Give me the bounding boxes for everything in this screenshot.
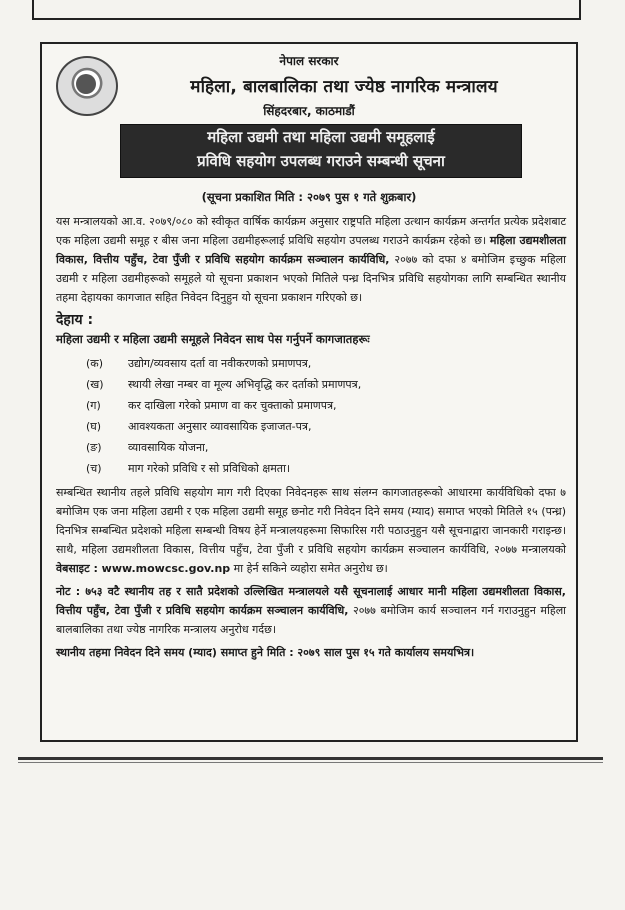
deadline-text: स्थानीय तहमा निवेदन दिने समय (म्याद) समाप्त हुने मिति : २०७९ साल पुस १५ गते कार्यालय समयभित्र। xyxy=(56,646,475,659)
banner-line-1: महिला उद्यमी तथा महिला उद्यमी समूहलाई xyxy=(207,128,435,146)
list-item xyxy=(86,374,566,395)
list-marker: (क) xyxy=(86,357,104,370)
procedure-text: सम्बन्धित स्थानीय तहले प्रविधि सहयोग माग गरी दिएका निवेदनहरू साथ संलग्न कागजातहरूको आधारमा कार्यविधिको दफा ७ बमोजिम एक जना महिला उद्यमी र एक महिला उद्यमी समूह छनोट गरी निवेदन दिने समय (म्याद) समाप्त भएको मितिले १५ (पन्ध्र) दिनभित्र सम्बन्धित प्रदेशको महिला सम्बन्धी विषय हेर्ने मन्त्रालयहरूमा सिफारिस गरी पठाउनुहुन यसै सूचनाद्वारा जानकारी गराइन्छ। साथै, महिला उद्यमशीलता विकास, वित्तीय पहुँच, टेवा पुँजी र प्रविधि सहयोग कार्यक्रम सञ्चालन कार्यविधि, २०७७ मन्त्रालयको xyxy=(56,486,566,556)
ministry-title: महिला, बालबालिका तथा ज्येष्ठ नागरिक मन्त्रालय xyxy=(190,77,498,97)
website-link[interactable]: वेबसाइट : www.mowcsc.gov.np xyxy=(56,562,231,575)
list-marker: (ङ) xyxy=(86,441,102,454)
list-item xyxy=(86,416,566,437)
intro-paragraph xyxy=(56,212,566,307)
notice-box xyxy=(40,42,578,742)
note-paragraph xyxy=(56,582,566,639)
list-item xyxy=(86,353,566,374)
list-marker: (ग) xyxy=(86,399,101,412)
list-item xyxy=(86,395,566,416)
list-marker: (घ) xyxy=(86,420,102,433)
dehay-heading: देहाय : xyxy=(56,312,94,328)
notice-body xyxy=(56,212,566,662)
list-text: स्थायी लेखा नम्बर वा मूल्य अभिवृद्धि कर दर्ताको प्रमाणपत्र, xyxy=(128,378,362,391)
bottom-divider xyxy=(18,757,603,760)
procedure-tail: मा हेर्न सकिने व्यहोरा समेत अनुरोध छ। xyxy=(230,562,388,575)
ministry-address: सिंहदरबार, काठमाडौं xyxy=(263,104,355,118)
banner-line-2: प्रविधि सहयोग उपलब्ध गराउने सम्बन्धी सूचना xyxy=(197,152,445,170)
list-marker: (च) xyxy=(86,462,102,475)
note-text: २०७७ बमोजिम कार्य सञ्चालन गर्न गराउनुहुन महिला बालबालिका तथा ज्येष्ठ नागरिक मन्त्रालय अनुरोध गर्दछ। xyxy=(56,604,566,636)
list-marker: (ख) xyxy=(86,378,104,391)
list-item xyxy=(86,437,566,458)
intro-text-tail: २०७७ को दफा ४ बमोजिम इच्छुक महिला उद्यमी र महिला उद्यमीहरूको समूहले यो सूचना प्रकाशन भएको मितिले पन्ध्र दिनभित्र प्रविधि सहयोगका लागि सम्बन्धित स्थानीय तहमा देहायका कागजात सहित निवेदन दिनुहुन यो सूचना प्रकाशन गरिएको छ। xyxy=(56,253,566,304)
documents-list xyxy=(86,353,566,479)
notice-banner xyxy=(120,124,522,178)
previous-notice-frame xyxy=(32,0,581,20)
list-text: कर दाखिला गरेको प्रमाण वा कर चुक्ताको प्रमाणपत्र, xyxy=(128,399,337,412)
published-date: (सूचना प्रकाशित मिति : २०७९ पुस १ गते शुक्रबार) xyxy=(201,190,417,204)
intro-text: यस मन्त्रालयको आ.व. २०७९/०८० को स्वीकृत वार्षिक कार्यक्रम अनुसार राष्ट्रपति महिला उत्थान कार्यक्रम अन्तर्गत प्रत्येक प्रदेशबाट एक महिला उद्यमी समूह र बीस जना महिला उद्यमीहरूलाई प्रविधि सहयोग उपलब्ध गराउने कार्यक्रम रहेको छ। xyxy=(56,215,566,247)
note-bold-text: नोट : ७५३ वटै स्थानीय तह र सातै प्रदेशको उल्लिखित मन्त्रालयले यसै सूचनालाई आधार मानी महिला उद्यमशीलता विकास, वित्तीय पहुँच, टेवा पुँजी र प्रविधि सहयोग कार्यक्रम सञ्चालन कार्यविधि, xyxy=(56,585,566,617)
procedure-paragraph xyxy=(56,483,566,578)
government-title: नेपाल सरकार xyxy=(279,54,339,68)
list-text: उद्योग/व्यवसाय दर्ता वा नवीकरणको प्रमाणपत्र, xyxy=(128,357,312,370)
list-item xyxy=(86,458,566,479)
documents-heading: महिला उद्यमी र महिला उद्यमी समूहले निवेदन साथ पेस गर्नुपर्ने कागजातहरूः xyxy=(56,332,370,346)
intro-procedure-title: महिला उद्यमशीलता विकास, वित्तीय पहुँच, टेवा पुँजी र प्रविधि सहयोग कार्यक्रम सञ्चालन कार्यविधि, xyxy=(56,234,566,266)
bottom-divider-thin xyxy=(18,762,603,763)
list-text: आवश्यकता अनुसार व्यावसायिक इजाजत-पत्र, xyxy=(128,420,312,433)
list-text: माग गरेको प्रविधि र सो प्रविधिको क्षमता। xyxy=(128,462,291,475)
list-text: व्यावसायिक योजना, xyxy=(128,441,209,454)
